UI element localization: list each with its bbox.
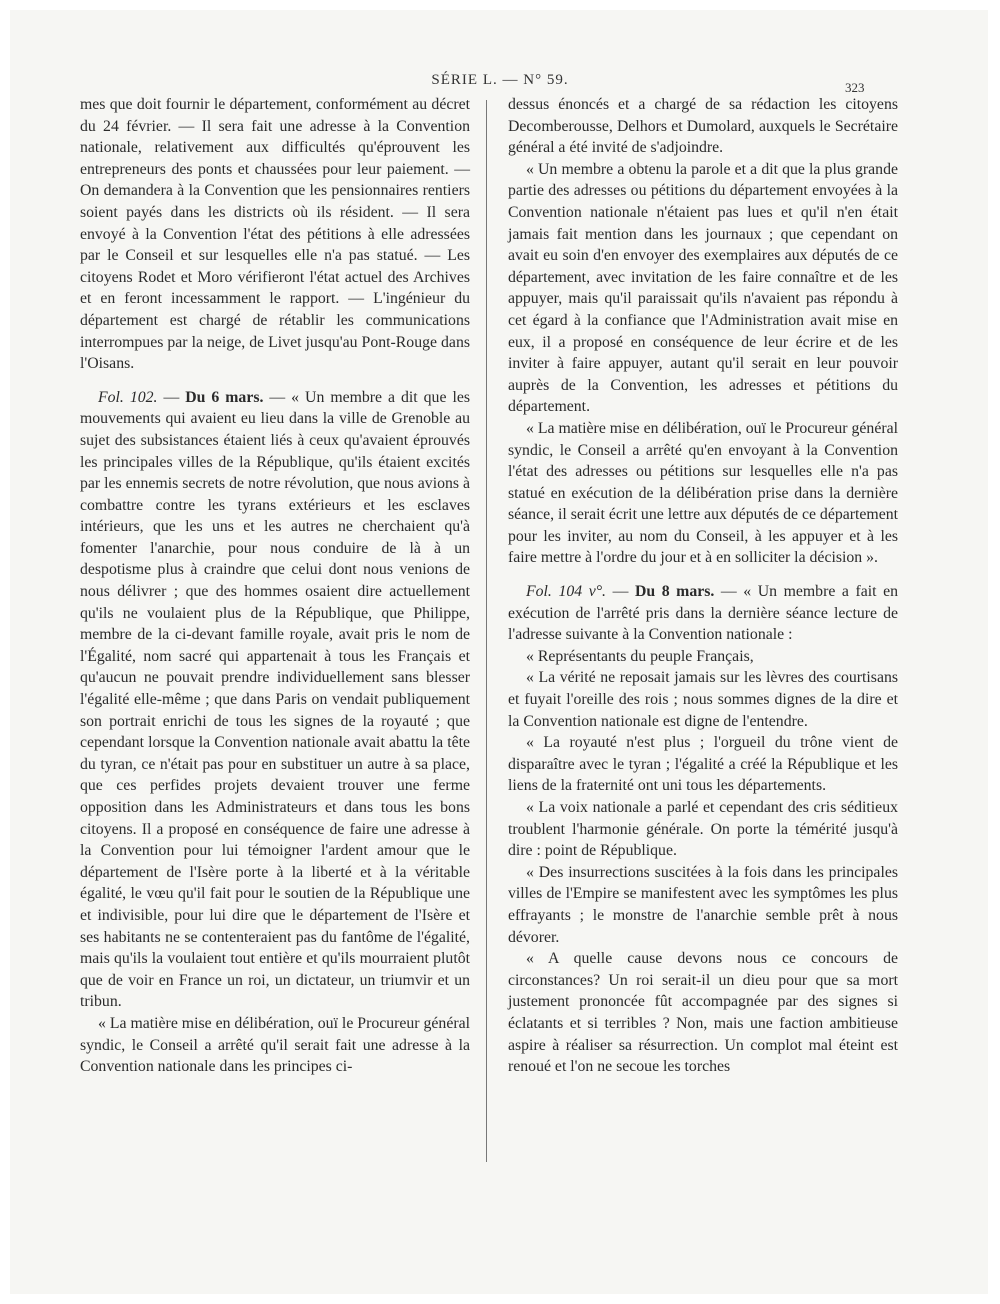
paragraph: « Un membre a obtenu la parole et a dit que la plus grande partie des adresses ou pétitions du département envoyées à la Convention nationale n'étaient pas lues et qu'il n'en était jamais fait mention dans les journaux ; que cependant on avait eu soin d'en envoyer des exemplaires aux députés de ce département, avec invitation de les faire connaître et de les appuyer, mais qu'il paraissait qu'ils n'avaient pas répondu à cet égard à la confiance que l'Administration avait mise en eux, il a proposé en conséquence de leur écrire et de les inviter à faire appuyer, autant qu'il serait en leur pouvoir auprès de la Convention, les adresses et pétitions du département. <box>508 160 898 416</box>
left-column <box>80 94 470 1078</box>
paragraph: dessus énoncés et a chargé de sa rédaction les citoyens Decomberousse, Delhors et Dumolard, auxquels le Secrétaire général a été invité de s'adjoindre. <box>508 96 898 157</box>
paragraph: « Représentants du peuple Français, <box>526 647 754 665</box>
paragraph: « La vérité ne reposait jamais sur les lèvres des courtisans et fuyait l'oreille des rois ; nous sommes dignes de la dire et la Convention nationale est digne de l'entendre. <box>508 669 898 730</box>
paragraph: « Des insurrections suscitées à la fois dans les principales villes de l'Empire se manifestent avec les symptômes les plus effrayants ; le monstre de l'anarchie semble prêt à nous dévorer. <box>508 863 898 946</box>
entry-fol-104 <box>508 581 898 646</box>
column-divider <box>486 100 487 1162</box>
paragraph: « La royauté n'est plus ; l'orgueil du trône vient de disparaître avec le tyran ; l'égalité a créé la République et les liens de la fraternité ont uni tous les départements. <box>508 734 898 795</box>
entry-fol-102 <box>80 387 470 1013</box>
paragraph: « La matière mise en délibération, ouï le Procureur général syndic, le Conseil a arrêté qu'en envoyant à la Convention l'état des adresses ou pétitions sur lesquelles elle n'a pas statué en exécution de la délibération prise dans la dernière séance, il serait écrit une lettre aux députés de ce département pour les inviter, au nom du Conseil, à les appuyer et à les faire mettre à l'ordre du jour et à en solliciter la décision ». <box>508 419 898 567</box>
paragraph: mes que doit fournir le département, conformément au décret du 24 février. — Il sera fait une adresse à la Convention nationale, relativement aux difficultés qu'éprouvent les entrepreneurs des ponts et chaussées pour leur paiement. — On demandera à la Convention que les pensionnaires rentiers soient payés dans les districts où ils résident. — Il sera envoyé à la Convention l'état des pétitions à elle adressées par le Conseil et sur lesquelles elle n'a pas statué. — Les citoyens Rodet et Moro vérifieront l'état actuel des Archives et en feront incessamment le rapport. — L'ingénieur du département est chargé de rétablir les communications interrompues par la neige, de Livet jusqu'au Pont-Rouge dans l'Oisans. <box>80 96 470 373</box>
right-column <box>508 94 898 1078</box>
folio-reference: Fol. 102. <box>98 388 158 406</box>
dash: — <box>157 388 186 406</box>
paragraph: « A quelle cause devons nous ce concours de circonstances? Un roi serait-il un dieu pour que sa mort justement prononcée fût accompagnée par des signes si éclatants et si terribles ? Non, mais une faction ambitieuse aspire à réaliser sa résurrection. Un complot mal éteint est renoué et l'on ne secoue les torches <box>508 950 898 1076</box>
running-title: SÉRIE L. — N° 59. <box>431 72 569 88</box>
paragraph: « La matière mise en délibération, ouï le Procureur général syndic, le Conseil a arrêté qu'il serait fait une adresse à la Convention nationale dans les principes ci- <box>80 1014 470 1076</box>
session-date: Du 6 mars. <box>185 388 264 406</box>
session-date: Du 8 mars. <box>634 583 715 601</box>
paragraph-text: — « Un membre a dit que les mouvements qui avaient eu lieu dans la ville de Grenoble au sujet des subsistances étaient liés à ceux qu'avaient éprouvés les principales villes de la République, qu'ils étaient excités par les ennemis secrets de notre révolution, que nous avions à combattre contre les tyrans extérieurs et les esclaves intérieurs, que les uns et les autres ne cherchaient qu'à fomenter l'anarchie, pour nous conduire de là à un despotisme plus à craindre que celui dont nous venions de nous délivrer ; que des hommes osaient dire actuellement qu'ils ne voulaient plus de la République, que Philippe, membre de la ci-devant famille royale, avait pris le nom de l'Égalité, nom sacré qui appartenait à tous les Français et qu'aucun ne pouvait prendre individuellement sans blesser l'égalité elle-même ; que dans Paris on vendait publiquement son portrait enrichi de tous les signes de la royauté ; que cependant lorsque la Convention nationale avait abattu la tête du tyran, ce n'était pas pour en substituer un autre à sa place, que ces perfides projets devaient trouver une ferme opposition dans les Administrateurs et dans tous les bons citoyens. Il a proposé en conséquence de faire une adresse à la Convention pour lui témoigner l'ardent amour que le département de l'Isère porte à la liberté et à la véritable égalité, le vœu qu'il fait pour le soutien de la République une et indivisible, pour lui dire que le département de l'Isère et ses habitants ne se contenteraient pas du fantôme de l'égalité, mais qu'ils la voulaient tout entière et qu'ils mourraient plutôt que de voir en France un roi, un dictateur, un triumvir et un tribun. <box>80 388 470 1011</box>
folio-reference: Fol. 104 v°. <box>526 583 606 601</box>
page-number: 323 <box>845 80 865 95</box>
paragraph: « La voix nationale a parlé et cependant des cris séditieux troublent l'harmonie générale. On porte la témérité jusqu'à dire : point de République. <box>508 799 898 860</box>
paragraph-text: — « Un membre a fait en exécution de l'arrêté pris dans la dernière séance lecture de l'adresse suivante à la Convention nationale : <box>508 583 899 644</box>
dash: — <box>606 583 635 601</box>
